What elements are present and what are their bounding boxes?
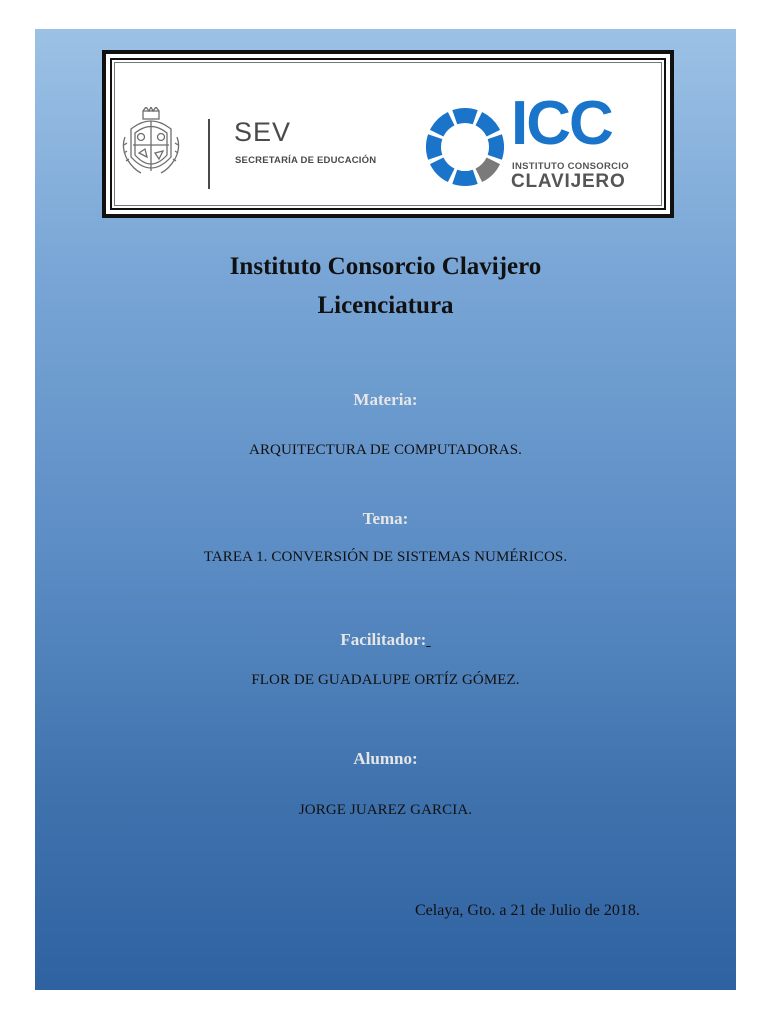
sev-logo-subtitle: SECRETARÍA DE EDUCACIÓN [235, 155, 377, 166]
place-date: Celaya, Gto. a 21 de Julio de 2018. [415, 902, 640, 919]
icc-ring-segment [452, 108, 477, 124]
icc-logo-subtitle-2: CLAVIJERO [511, 171, 626, 192]
icc-logo-title: ICC [511, 89, 612, 158]
tema-label: Tema: [362, 509, 409, 528]
tema-value: TAREA 1. CONVERSIÓN DE SISTEMAS NUMÉRICOS. [203, 549, 568, 565]
degree-title: Licenciatura [317, 292, 454, 319]
alumno-label: Alumno: [353, 749, 418, 768]
icc-ring-segment [452, 170, 477, 186]
institution-title: Instituto Consorcio Clavijero [229, 253, 542, 280]
facilitador-underline [426, 630, 430, 649]
alumno-value: JORGE JUAREZ GARCIA. [298, 802, 473, 818]
sev-divider [208, 119, 210, 189]
document-page [35, 29, 736, 990]
logo-banner [102, 50, 674, 218]
icc-logo-subtitle-1: INSTITUTO CONSORCIO [512, 161, 629, 172]
sev-logo-title: SEV [234, 117, 292, 147]
logo-banner-inner [114, 62, 662, 206]
icc-ring-segment [430, 158, 455, 183]
materia-value: ARQUITECTURA DE COMPUTADORAS. [249, 442, 522, 458]
icc-ring-segment [476, 158, 501, 183]
icc-ring-segment [488, 134, 504, 159]
icc-ring-segment [430, 112, 455, 137]
materia-label: Materia: [353, 390, 418, 409]
facilitador-label-text: Facilitador: [340, 630, 427, 649]
facilitador-label [35, 630, 736, 650]
icc-ring-logo-icon [424, 106, 506, 188]
icc-ring-segment [476, 112, 501, 137]
icc-ring-segment [426, 134, 442, 159]
veracruz-coat-of-arms-icon [121, 107, 181, 183]
facilitador-value: FLOR DE GUADALUPE ORTÍZ GÓMEZ. [251, 672, 520, 688]
